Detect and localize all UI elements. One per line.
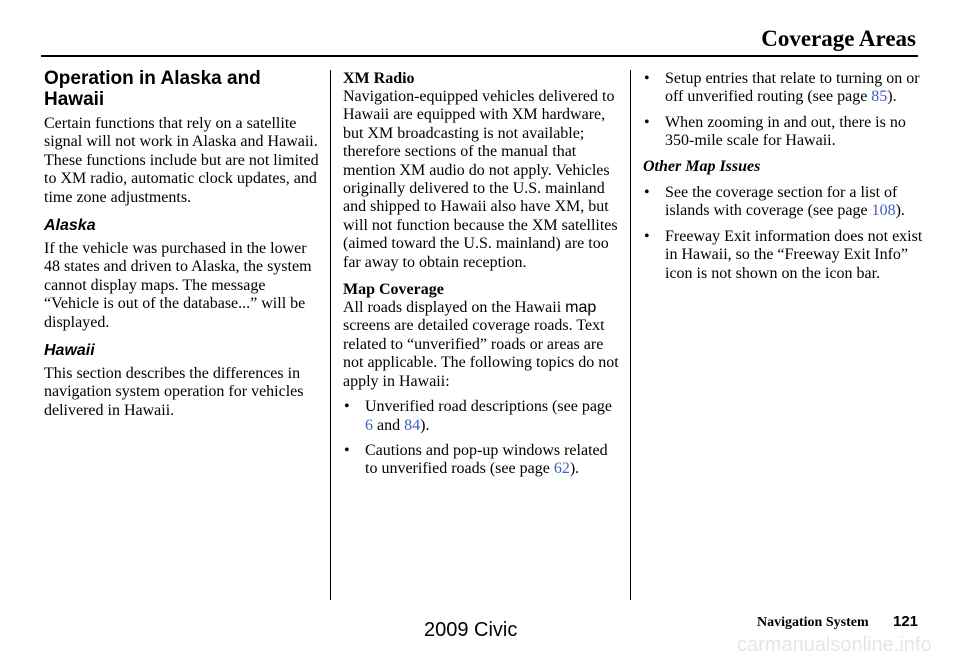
bullet-icon: • [644, 227, 650, 245]
page-link[interactable]: 108 [871, 202, 896, 220]
bullet-icon: • [344, 398, 350, 416]
header-rule [41, 55, 918, 57]
other-map-issues-list [643, 184, 923, 283]
intro-paragraph: Certain functions that rely on a satellite signal will not work in Alaska and Hawaii. These functions include but are not limited to XM radio, automatic clock updates, and time zone adjustments. [44, 115, 319, 206]
hawaii-paragraph: This section describes the differences in navigation system operation for vehicles delivered in Hawaii. [44, 365, 304, 419]
list-item-text: and [373, 416, 405, 434]
list-item-text: Unverified road descriptions (see page [365, 398, 613, 416]
bullet-icon: • [644, 113, 650, 131]
hawaii-heading: Hawaii [44, 342, 95, 360]
unapplicable-topics-list [343, 398, 619, 479]
unapplicable-topics-list-continued [643, 70, 923, 151]
page-link[interactable]: 62 [553, 460, 570, 478]
bullet-icon: • [644, 70, 650, 87]
watermark-site: carmanualsonline.info [737, 634, 932, 656]
map-coverage-text: screens are detailed coverage roads. Text related to “unverified” roads or areas are not applicable. The following topics do not apply in Hawaii: [343, 317, 619, 390]
alaska-heading: Alaska [44, 217, 96, 235]
page-link[interactable]: 6 [365, 416, 373, 434]
list-item [343, 398, 619, 435]
column-1 [44, 68, 320, 420]
list-item-text: Cautions and pop-up windows related to unverified roads (see page [365, 441, 608, 478]
list-item-text: See the coverage section for a list of islands with coverage (see page [665, 184, 898, 220]
list-item-text: ). [895, 202, 905, 220]
bullet-icon: • [344, 441, 350, 459]
section-heading: Operation in Alaska and Hawaii [44, 68, 261, 110]
map-coverage-text: All roads displayed on the Hawaii [343, 299, 566, 317]
xm-radio-heading: XM Radio [343, 70, 415, 87]
list-item-text: ). [420, 416, 430, 434]
page-link[interactable]: 84 [404, 416, 421, 434]
page-title: Coverage Areas [761, 26, 916, 51]
column-2 [343, 70, 619, 486]
list-item [643, 114, 923, 151]
list-item [643, 228, 923, 283]
list-item-text: Setup entries that relate to turning on or off unverified routing (see page [665, 70, 920, 106]
map-word: map [565, 299, 597, 317]
page-number: 121 [893, 613, 919, 630]
list-item [343, 442, 619, 479]
column-3 [643, 70, 923, 290]
column-divider [630, 70, 631, 600]
watermark-text: 2009 Civic [424, 619, 518, 641]
list-item [643, 70, 923, 107]
bullet-icon: • [644, 184, 650, 202]
page-link[interactable]: 85 [871, 88, 888, 106]
map-coverage-paragraph [343, 299, 619, 391]
footer-label: Navigation System [757, 615, 869, 630]
map-coverage-heading: Map Coverage [343, 281, 444, 299]
list-item-text: When zooming in and out, there is no 350-mile scale for Hawaii. [665, 113, 906, 150]
list-item-text: ). [569, 460, 580, 478]
list-item [643, 184, 923, 221]
column-divider [330, 70, 331, 600]
xm-radio-paragraph: Navigation-equipped vehicles delivered to Hawaii are equipped with XM hardware, but XM broadcasting is not available; therefore sections of the manual that mention XM audio do not apply. Vehicles originally delivered to the U.S. mainland and shipped to Hawaii also have XM, but will not function because the XM satellites (aimed toward the U.S. mainland) are too far away to obtain reception. [343, 88, 618, 271]
list-item-text: Freeway Exit information does not exist in Hawaii, so the “Freeway Exit Info” icon is not shown on the icon bar. [665, 227, 923, 282]
other-map-issues-heading: Other Map Issues [643, 157, 761, 175]
alaska-paragraph: If the vehicle was purchased in the lower 48 states and driven to Alaska, the system cannot display maps. The message “Vehicle is out of the database...” will be displayed. [44, 240, 312, 331]
list-item-text: ). [887, 88, 897, 106]
